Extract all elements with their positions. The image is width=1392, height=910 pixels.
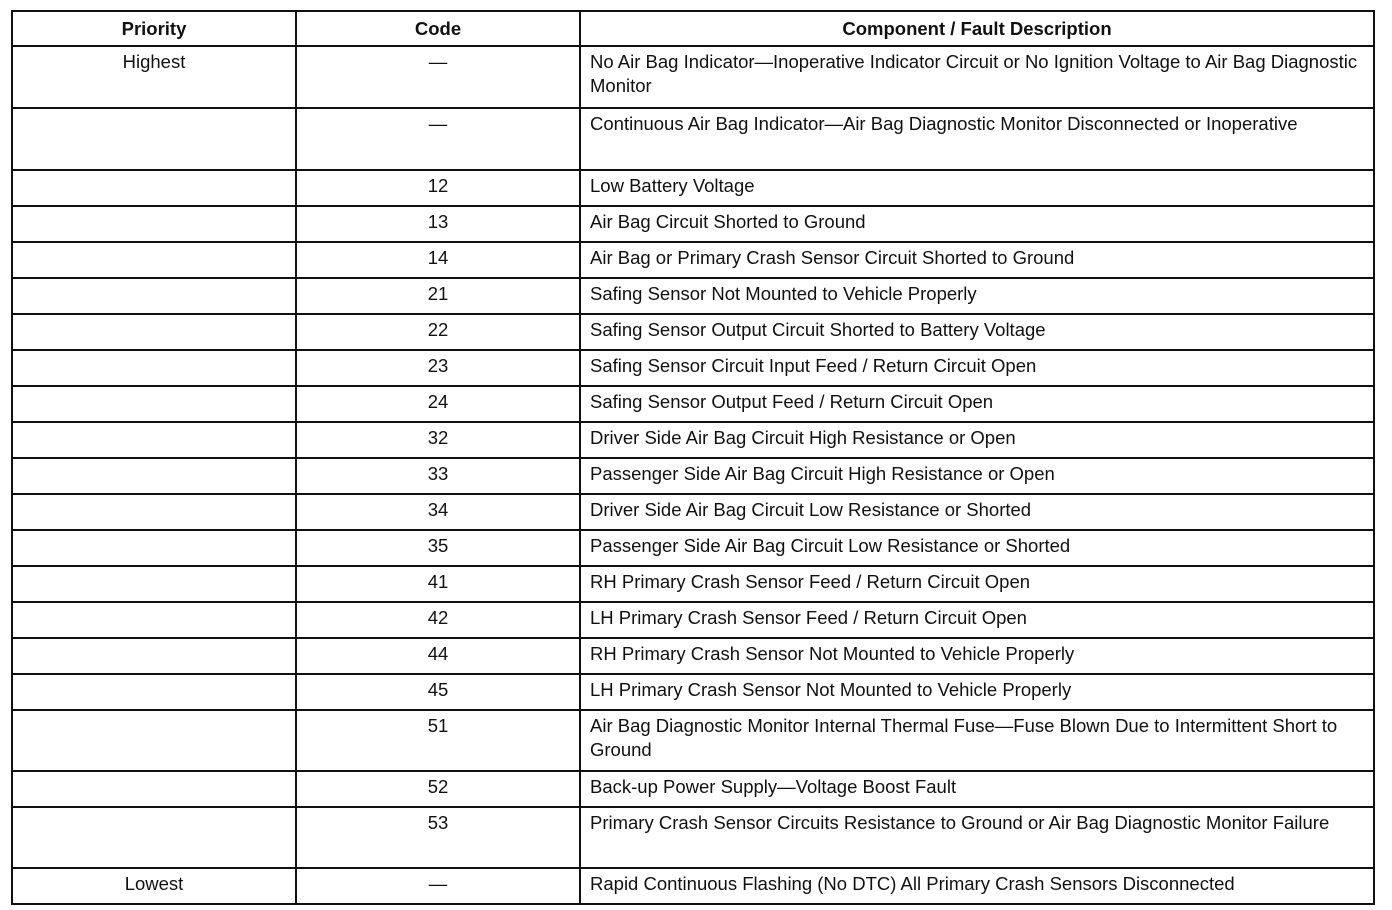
code-cell: 22 <box>296 314 580 350</box>
description-cell: No Air Bag Indicator—Inoperative Indicator Circuit or No Ignition Voltage to Air Bag Diagnostic Monitor <box>580 46 1374 108</box>
priority-cell <box>12 108 296 170</box>
table-row <box>12 868 1374 904</box>
table-row <box>12 602 1374 638</box>
code-cell: 42 <box>296 602 580 638</box>
code-cell: 34 <box>296 494 580 530</box>
table-row <box>12 638 1374 674</box>
description-cell: Air Bag or Primary Crash Sensor Circuit Shorted to Ground <box>580 242 1374 278</box>
description-cell: Low Battery Voltage <box>580 170 1374 206</box>
table-row <box>12 458 1374 494</box>
table-row <box>12 314 1374 350</box>
table-row <box>12 350 1374 386</box>
description-cell: Safing Sensor Not Mounted to Vehicle Properly <box>580 278 1374 314</box>
table-row <box>12 386 1374 422</box>
code-cell: 53 <box>296 807 580 868</box>
table-row <box>12 242 1374 278</box>
table-row <box>12 422 1374 458</box>
code-cell: 41 <box>296 566 580 602</box>
code-cell: 23 <box>296 350 580 386</box>
code-cell: 13 <box>296 206 580 242</box>
table-row <box>12 46 1374 108</box>
table-body <box>12 46 1374 904</box>
priority-cell <box>12 771 296 807</box>
code-cell: — <box>296 46 580 108</box>
priority-cell <box>12 386 296 422</box>
header-row <box>12 11 1374 46</box>
priority-cell <box>12 566 296 602</box>
description-cell: Primary Crash Sensor Circuits Resistance to Ground or Air Bag Diagnostic Monitor Failure <box>580 807 1374 868</box>
priority-cell: Highest <box>12 46 296 108</box>
priority-cell <box>12 602 296 638</box>
header-description: Component / Fault Description <box>580 11 1374 46</box>
header-priority: Priority <box>12 11 296 46</box>
table-row <box>12 278 1374 314</box>
priority-cell <box>12 350 296 386</box>
code-cell: — <box>296 108 580 170</box>
priority-cell <box>12 530 296 566</box>
description-cell: Safing Sensor Circuit Input Feed / Return Circuit Open <box>580 350 1374 386</box>
code-cell: 14 <box>296 242 580 278</box>
code-cell: 51 <box>296 710 580 771</box>
table-header <box>12 11 1374 46</box>
description-cell: Air Bag Circuit Shorted to Ground <box>580 206 1374 242</box>
priority-cell <box>12 314 296 350</box>
code-cell: 24 <box>296 386 580 422</box>
priority-cell <box>12 807 296 868</box>
priority-cell <box>12 206 296 242</box>
table-row <box>12 530 1374 566</box>
code-cell: 32 <box>296 422 580 458</box>
table-row <box>12 494 1374 530</box>
priority-cell: Lowest <box>12 868 296 904</box>
priority-cell <box>12 242 296 278</box>
header-code: Code <box>296 11 580 46</box>
code-cell: 45 <box>296 674 580 710</box>
table-row <box>12 170 1374 206</box>
table-row <box>12 566 1374 602</box>
priority-cell <box>12 170 296 206</box>
code-cell: 44 <box>296 638 580 674</box>
description-cell: Passenger Side Air Bag Circuit High Resistance or Open <box>580 458 1374 494</box>
description-cell: Safing Sensor Output Circuit Shorted to Battery Voltage <box>580 314 1374 350</box>
table-row <box>12 674 1374 710</box>
priority-cell <box>12 422 296 458</box>
fault-code-table-container <box>11 10 1373 905</box>
table-row <box>12 807 1374 868</box>
description-cell: LH Primary Crash Sensor Feed / Return Circuit Open <box>580 602 1374 638</box>
code-cell: 52 <box>296 771 580 807</box>
code-cell: 12 <box>296 170 580 206</box>
code-cell: 35 <box>296 530 580 566</box>
table-row <box>12 206 1374 242</box>
table-row <box>12 108 1374 170</box>
description-cell: Safing Sensor Output Feed / Return Circuit Open <box>580 386 1374 422</box>
priority-cell <box>12 710 296 771</box>
priority-cell <box>12 458 296 494</box>
description-cell: Rapid Continuous Flashing (No DTC) All Primary Crash Sensors Disconnected <box>580 868 1374 904</box>
description-cell: Driver Side Air Bag Circuit High Resistance or Open <box>580 422 1374 458</box>
description-cell: Passenger Side Air Bag Circuit Low Resistance or Shorted <box>580 530 1374 566</box>
description-cell: RH Primary Crash Sensor Not Mounted to Vehicle Properly <box>580 638 1374 674</box>
code-cell: — <box>296 868 580 904</box>
priority-cell <box>12 638 296 674</box>
priority-cell <box>12 674 296 710</box>
table-row <box>12 771 1374 807</box>
code-cell: 21 <box>296 278 580 314</box>
table-row <box>12 710 1374 771</box>
code-cell: 33 <box>296 458 580 494</box>
priority-cell <box>12 278 296 314</box>
description-cell: Driver Side Air Bag Circuit Low Resistance or Shorted <box>580 494 1374 530</box>
priority-cell <box>12 494 296 530</box>
description-cell: Back-up Power Supply—Voltage Boost Fault <box>580 771 1374 807</box>
description-cell: LH Primary Crash Sensor Not Mounted to Vehicle Properly <box>580 674 1374 710</box>
description-cell: RH Primary Crash Sensor Feed / Return Circuit Open <box>580 566 1374 602</box>
description-cell: Air Bag Diagnostic Monitor Internal Thermal Fuse—Fuse Blown Due to Intermittent Short to Ground <box>580 710 1374 771</box>
description-cell: Continuous Air Bag Indicator—Air Bag Diagnostic Monitor Disconnected or Inoperative <box>580 108 1374 170</box>
fault-code-table <box>11 10 1375 905</box>
